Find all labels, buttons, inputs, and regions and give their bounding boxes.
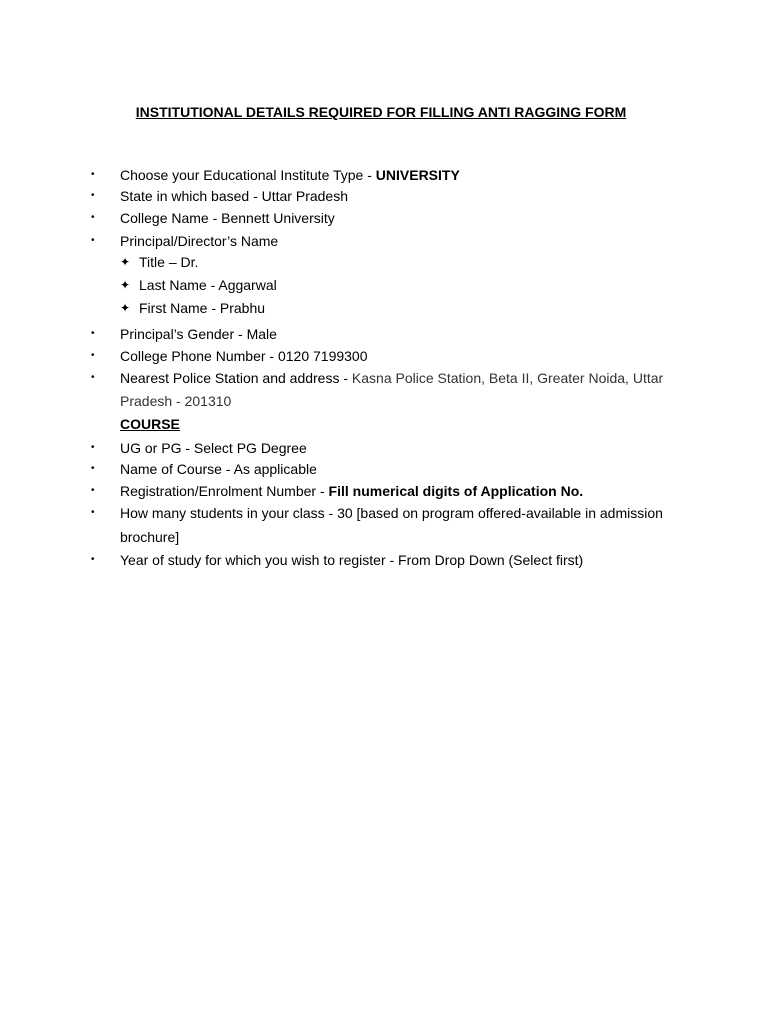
- bullet-icon: •: [91, 190, 95, 201]
- star-icon: ✦: [120, 278, 131, 292]
- principal-last-name-text: Last Name - Aggarwal: [139, 277, 277, 293]
- sub-item-last-name: [0, 275, 768, 295]
- principal-title-text: Title – Dr.: [139, 254, 199, 270]
- principal-name-label: Principal/Director’s Name: [120, 233, 279, 249]
- document-title: INSTITUTIONAL DETAILS REQUIRED FOR FILLING ANTI RAGGING FORM: [135, 104, 627, 120]
- list-item-state: [0, 186, 768, 206]
- principal-first-name-text: First Name - Prabhu: [139, 300, 266, 316]
- bullet-icon: •: [91, 372, 95, 383]
- bullet-icon: •: [91, 212, 95, 223]
- institute-type-value: UNIVERSITY: [375, 167, 460, 183]
- state-text: State in which based - Uttar Pradesh: [120, 188, 349, 204]
- students-text-line-1: How many students in your class - 30 [based on program offered-available in admission: [120, 505, 663, 521]
- phone-text: College Phone Number - 0120 7199300: [120, 348, 368, 364]
- course-section: [0, 414, 768, 434]
- star-icon: ✦: [120, 301, 131, 315]
- list-item-registration: [0, 481, 768, 501]
- police-station-address-line-2: Pradesh - 201310: [120, 393, 232, 409]
- list-item-year-of-study: [0, 550, 768, 570]
- list-item-police-station: [0, 368, 768, 388]
- list-item-institute-type: [0, 165, 768, 185]
- bullet-icon: •: [91, 485, 95, 496]
- bullet-icon: •: [91, 507, 95, 518]
- police-station-address-line-1: Kasna Police Station, Beta II, Greater Noida, Uttar: [351, 370, 664, 386]
- bullet-icon: •: [91, 463, 95, 474]
- bullet-icon: •: [91, 554, 95, 565]
- gender-text: Principal’s Gender - Male: [120, 326, 277, 342]
- list-item-degree-level: [0, 438, 768, 458]
- sub-item-title: [0, 252, 768, 272]
- bullet-icon: •: [91, 442, 95, 453]
- college-text: College Name - Bennett University: [120, 210, 335, 226]
- bullet-icon: •: [91, 169, 95, 180]
- sub-item-first-name: [0, 298, 768, 318]
- bullet-icon: •: [91, 328, 95, 339]
- degree-level-text: UG or PG - Select PG Degree: [120, 440, 307, 456]
- institute-type-label: Choose your Educational Institute Type -: [120, 167, 376, 183]
- registration-label: Registration/Enrolment Number -: [120, 483, 329, 499]
- bullet-icon: •: [91, 235, 95, 246]
- star-icon: ✦: [120, 255, 131, 269]
- police-station-label: Nearest Police Station and address -: [120, 370, 352, 386]
- students-text-line-2: brochure]: [120, 529, 180, 545]
- bullet-icon: •: [91, 350, 95, 361]
- list-item-students-continued: [0, 527, 768, 547]
- registration-value: Fill numerical digits of Application No.: [328, 483, 584, 499]
- list-item-gender: [0, 324, 768, 344]
- list-item-phone: [0, 346, 768, 366]
- course-name-text: Name of Course - As applicable: [120, 461, 317, 477]
- list-item-students: [0, 503, 768, 523]
- course-heading: COURSE: [120, 416, 180, 432]
- list-item-course-name: [0, 459, 768, 479]
- list-item-police-station-continued: [0, 391, 768, 411]
- list-item-principal-name: [0, 231, 768, 251]
- list-item-college: [0, 208, 768, 228]
- year-of-study-text: Year of study for which you wish to register - From Drop Down (Select first): [120, 552, 584, 568]
